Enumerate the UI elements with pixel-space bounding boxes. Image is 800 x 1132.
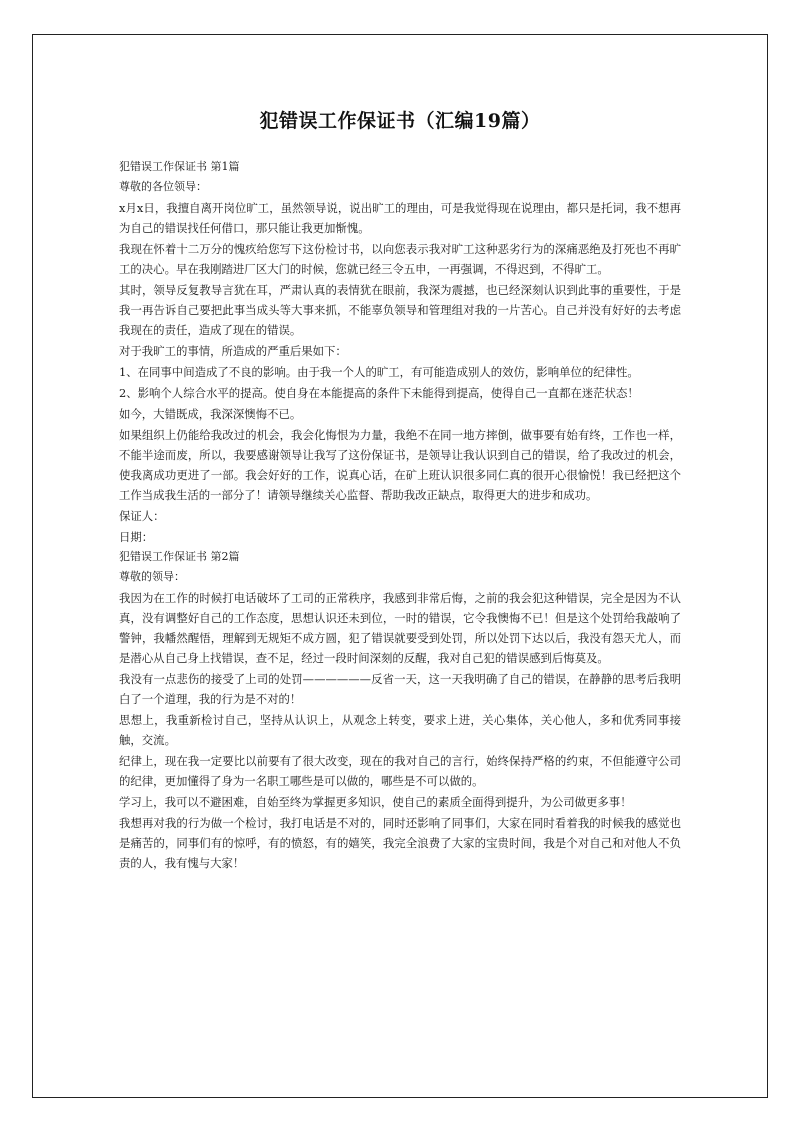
paragraph: 我现在怀着十二万分的愧疚给您写下这份检讨书，以向您表示我对旷工这种恶劣行为的深痛恶绝及打死也不再旷工的决心。早在我刚踏进厂区大门的时候，您就已经三令五申，一再强调，不得迟到，不得旷工。 bbox=[119, 242, 681, 276]
section-heading: 犯错误工作保证书 第1篇 bbox=[119, 160, 240, 173]
paragraph: 其时，领导反复教导言犹在耳，严肃认真的表情犹在眼前，我深为震撼，也已经深刻认识到此事的重要性，于是我一再告诉自己要把此事当成头等大事来抓，不能辜负领导和管理组对我的一片苦心。自己并没有好好的去考虑我现在的责任，造成了现在的错误。 bbox=[119, 283, 681, 337]
paragraph: 我没有一点悲伤的接受了上司的处罚——————反省一天，这一天我明确了自己的错误，在静静的思考后我明白了一个道理，我的行为是不对的！ bbox=[119, 672, 681, 706]
paragraph: 学习上，我可以不避困难，自始至终为掌握更多知识，使自己的素质全面得到提升，为公司做更多事！ bbox=[119, 795, 632, 809]
paragraph: 我因为在工作的时候打电话破坏了工司的正常秩序，我感到非常后悔，之前的我会犯这种错误，完全是因为不认真，没有调整好自己的工作态度，思想认识还未到位，一时的错误，它令我懊悔不已！但是这个处罚给我敲响了警钟，我幡然醒悟，理解到无规矩不成方圆，犯了错误就要受到处罚，所以处罚下达以后，我没有怨天尤人，而是潜心从自己身上找错误，查不足，经过一段时间深刻的反醒，我对自己犯的错误感到后悔莫及。 bbox=[119, 591, 681, 665]
paragraph: 如今，大错既成，我深深懊悔不已。 bbox=[119, 407, 302, 421]
paragraph: 如果组织上仍能给我改过的机会，我会化悔恨为力量，我绝不在同一地方摔倒，做事要有始有终，工作也一样，不能半途而废，所以，我要感谢领导让我写了这份保证书，是领导让我认识到自己的错误，给了我改过的机会，使我离成功更进了一部。我会好好的工作，说真心话，在矿上班认识很多同仁真的很开心很愉悦！我已经把这个工作当成我生活的一部分了！请领导继续关心监督、帮助我改正缺点，取得更大的进步和成功。 bbox=[119, 428, 681, 502]
section-heading: 犯错误工作保证书 第2篇 bbox=[119, 550, 240, 563]
paragraph: 对于我旷工的事情，所造成的严重后果如下： bbox=[119, 344, 347, 358]
section-2 bbox=[119, 547, 681, 873]
paragraph: x月x日，我擅自离开岗位旷工，虽然领导说，说出旷工的理由，可是我觉得现在说理由，都只是托词，我不想再为自己的错误找任何借口，那只能让我更加惭愧。 bbox=[119, 201, 681, 235]
paragraph: 纪律上，现在我一定要比以前要有了很大改变，现在的我对自己的言行，始终保持严格的约束，不但能遵守公司的纪律，更加懂得了身为一名职工哪些是可以做的，哪些是不可以做的。 bbox=[119, 754, 681, 788]
guarantor-label: 保证人： bbox=[119, 509, 165, 523]
paragraph: 我想再对我的行为做一个检讨，我打电话是不对的，同时还影响了同事们，大家在同时看着我的时候我的感觉也是痛苦的，同事们有的惊呼，有的愤怒，有的嬉笑，我完全浪费了大家的宝贵时间，我是个对自己和对他人不负责的人，我有愧与大家！ bbox=[119, 816, 681, 870]
paragraph: 思想上，我重新检讨自己，坚持从认识上，从观念上转变，要求上进，关心集体，关心他人，多和优秀同事接触，交流。 bbox=[119, 713, 681, 747]
salutation: 尊敬的领导： bbox=[119, 570, 185, 583]
list-item: 1、在同事中间造成了不良的影响。由于我一个人的旷工，有可能造成别人的效仿，影响单位的纪律性。 bbox=[119, 365, 639, 379]
list-item: 2、影响个人综合水平的提高。使自身在本能提高的条件下未能得到提高，使得自己一直都在迷茫状态！ bbox=[119, 386, 639, 400]
salutation: 尊敬的各位领导： bbox=[119, 180, 207, 193]
date-label: 日期： bbox=[119, 530, 154, 544]
document-body bbox=[119, 157, 681, 873]
section-1 bbox=[119, 157, 681, 547]
document-title: 犯错误工作保证书（汇编19篇） bbox=[259, 110, 541, 132]
